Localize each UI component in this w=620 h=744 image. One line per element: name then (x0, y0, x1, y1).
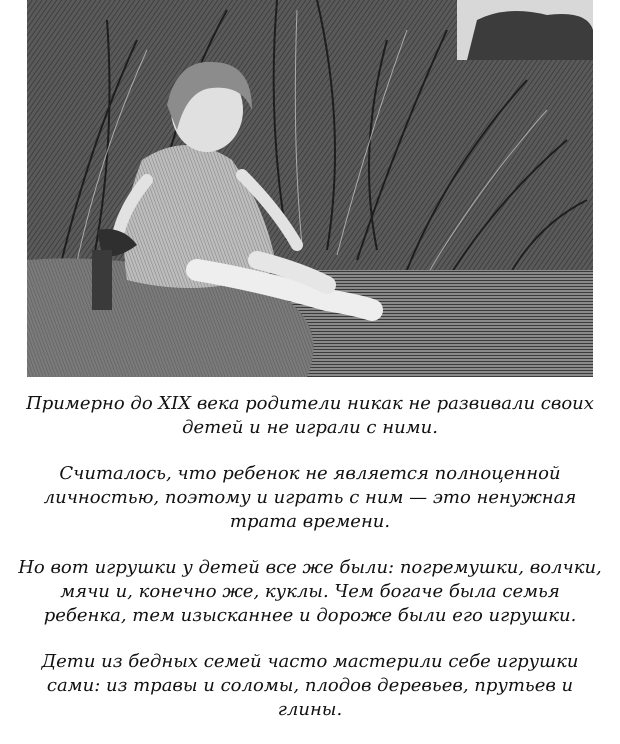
engraving-illustration (27, 0, 593, 377)
girl-by-stream-picture (27, 0, 593, 377)
paragraph-belief: Считалось, что ребенок не является полноценной личностью, поэтому и играть с ним — это ненужная трата времени. (43, 463, 577, 532)
paragraph-toys: Но вот игрушки у детей все же были: погремушки, волчки, мячи и, конечно же, куклы. Чем богаче была семья ребенка, тем изысканнее и дороже были его игрушки. (18, 557, 602, 626)
paragraph-history: Примерно до XIX века родители никак не развивали своих детей и не играли с ними. (26, 393, 594, 438)
article-text (0, 392, 620, 744)
paragraph-poor-families: Дети из бедных семей часто мастерили себе игрушки сами: из травы и соломы, плодов деревьев, прутьев и глины. (41, 651, 579, 720)
